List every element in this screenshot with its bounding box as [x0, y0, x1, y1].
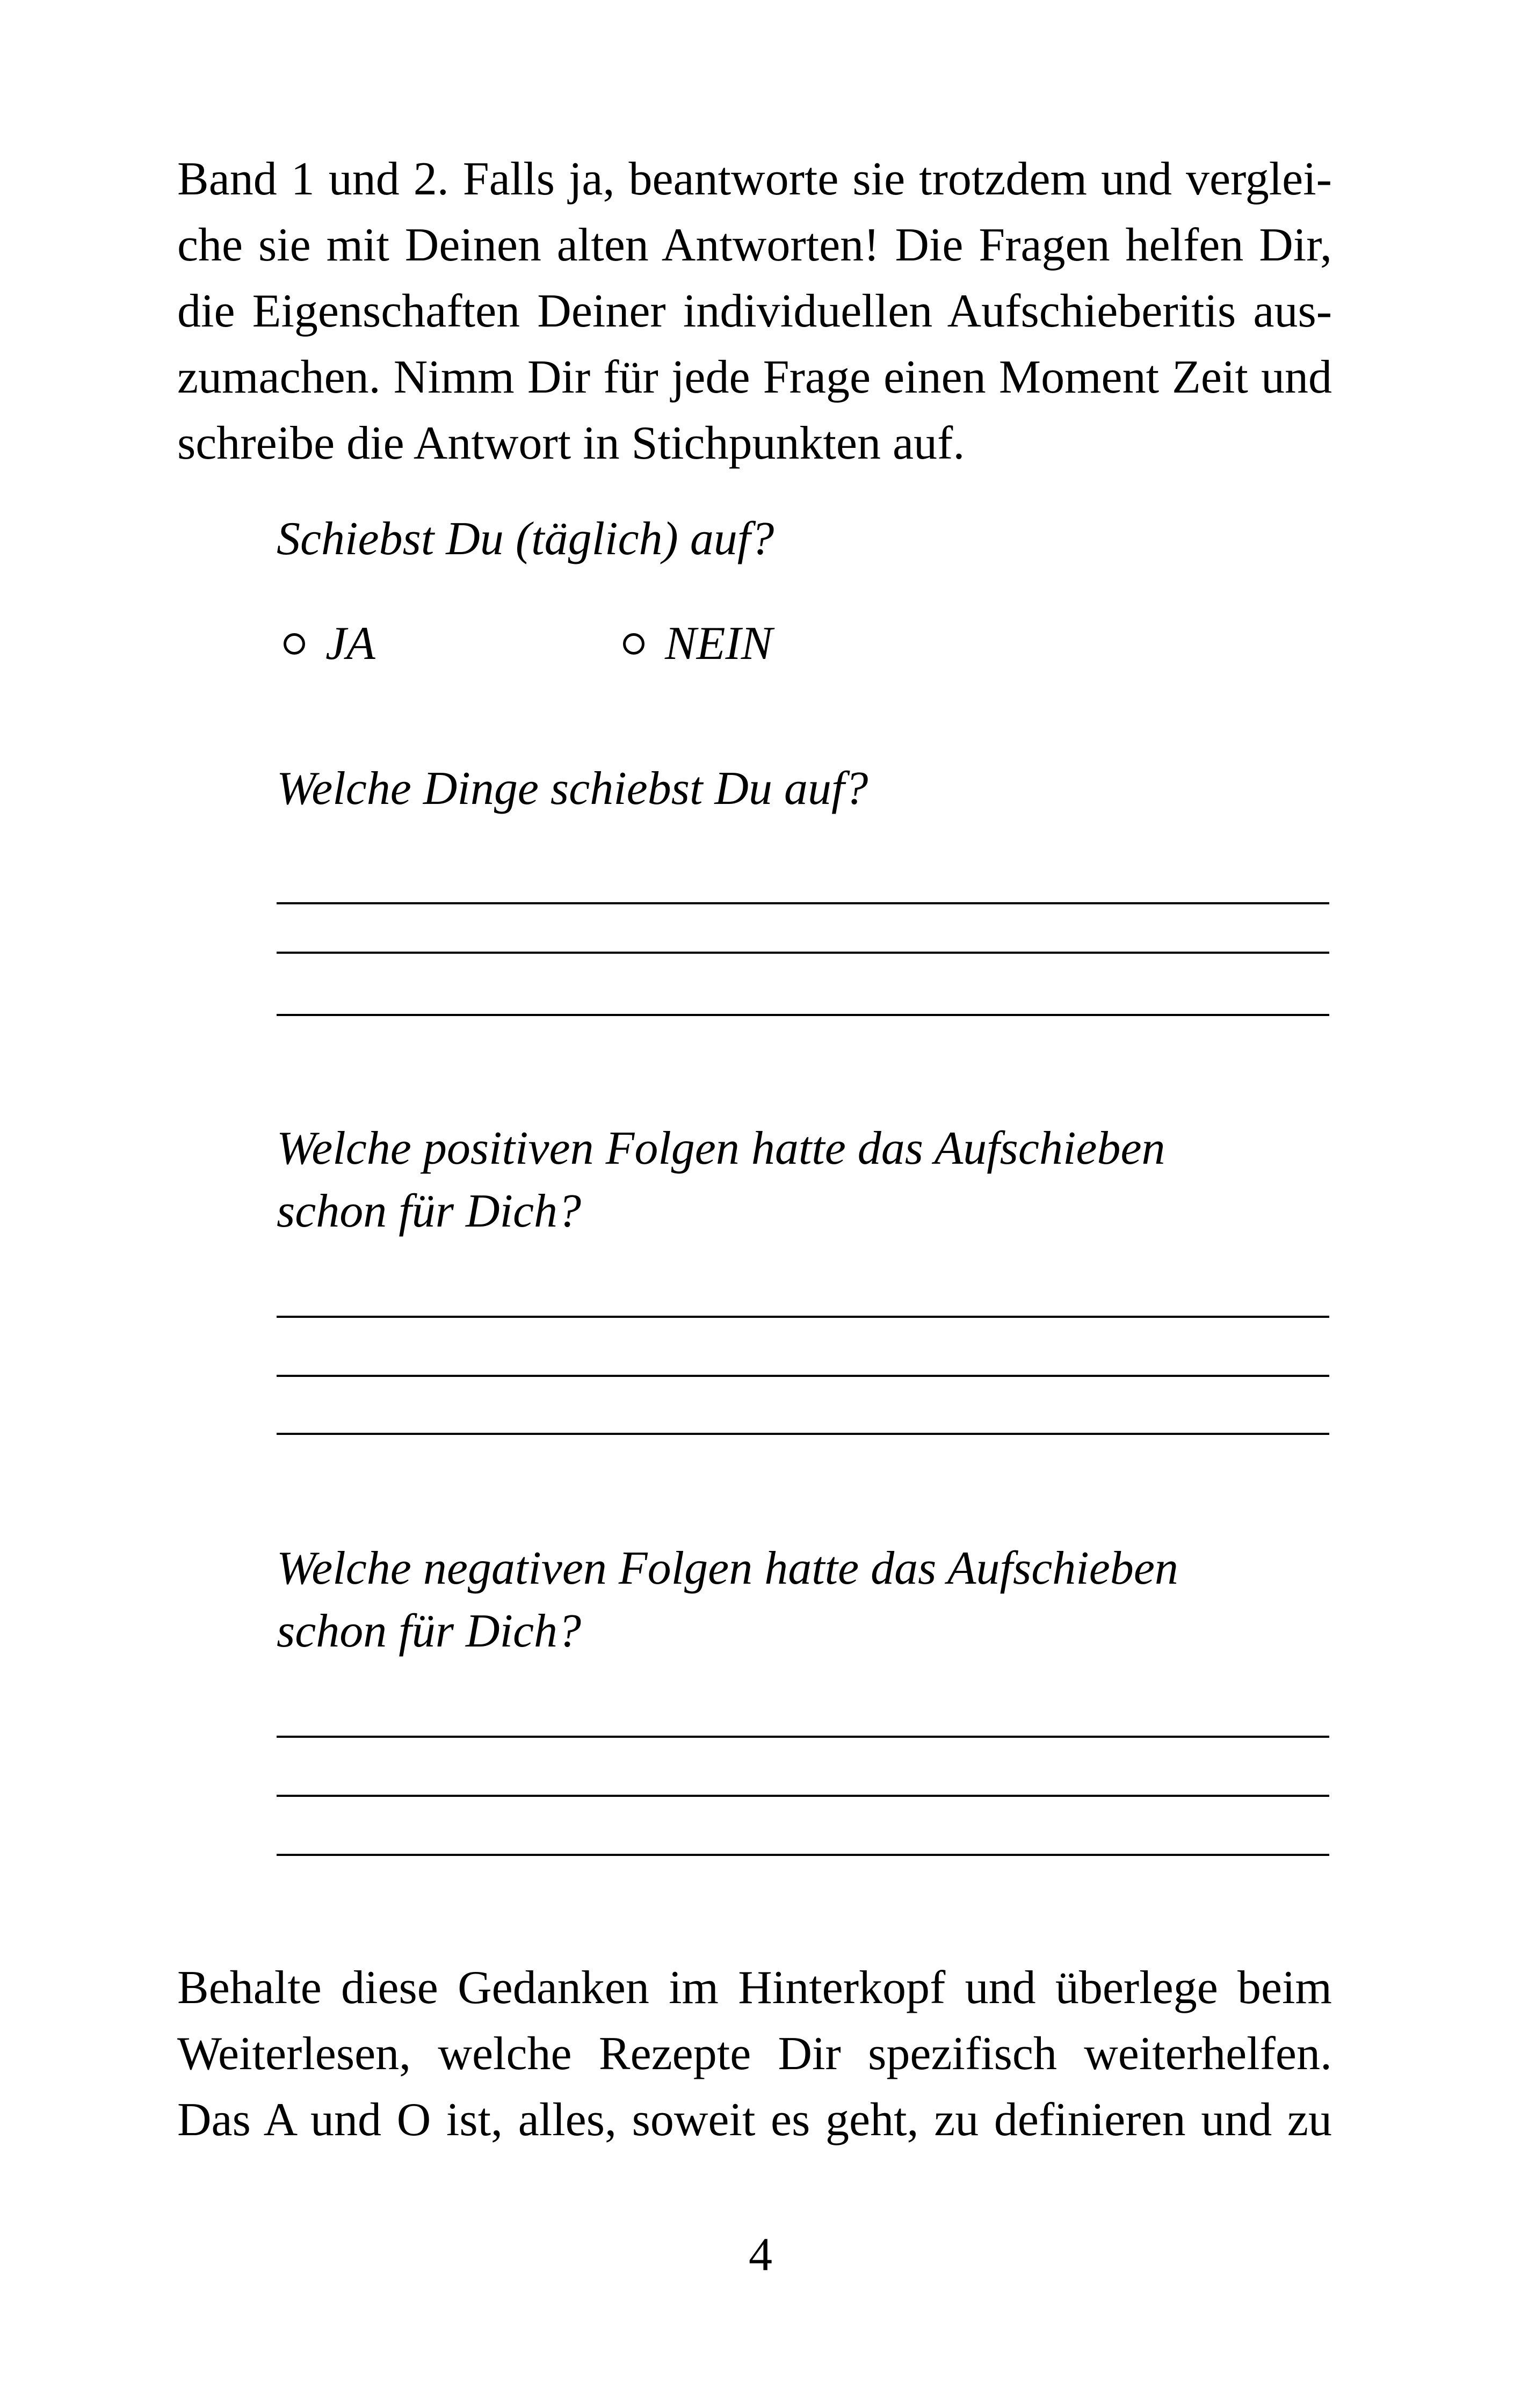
option-yes-label: JA [325, 618, 375, 670]
answer-line[interactable] [277, 1736, 1329, 1738]
answer-line[interactable] [277, 1316, 1329, 1318]
outro-line: Weiterlesen, welche Rezepte Dir spezifisch weiterhelfen. [177, 2028, 1332, 2080]
question-what-things [277, 757, 868, 820]
answer-line[interactable] [277, 1795, 1329, 1797]
radio-circle-icon[interactable] [623, 633, 644, 655]
answer-line[interactable] [277, 1375, 1329, 1377]
answer-line[interactable] [277, 1433, 1329, 1435]
outro-paragraph [177, 1955, 1332, 2153]
answer-line[interactable] [277, 1014, 1329, 1016]
intro-paragraph [177, 146, 1332, 476]
outro-line: Das A und O ist, alles, soweit es geht, zu definieren und zu [177, 2094, 1332, 2146]
question-line: Welche positiven Folgen hatte das Aufschieben [277, 1122, 1165, 1174]
option-yes[interactable] [284, 612, 375, 675]
radio-circle-icon[interactable] [284, 633, 305, 655]
question-negative-consequences [277, 1537, 1178, 1663]
question-line: Welche Dinge schiebst Du auf? [277, 763, 868, 815]
question-line: schon für Dich? [277, 1605, 582, 1657]
answer-line[interactable] [277, 902, 1329, 904]
intro-line: zumachen. Nimm Dir für jede Frage einen Moment Zeit und [177, 351, 1332, 403]
option-no[interactable] [623, 612, 772, 675]
intro-line: schreibe die Antwort in Stichpunkten auf. [177, 417, 965, 469]
answer-line[interactable] [277, 1854, 1329, 1856]
question-procrastinate-daily [277, 507, 774, 570]
intro-line: die Eigenschaften Deiner individuellen Aufschieberitis aus- [177, 285, 1332, 337]
intro-line: Band 1 und 2. Falls ja, beantworte sie trotzdem und verglei- [177, 153, 1332, 205]
question-line: Schiebst Du (täglich) auf? [277, 513, 774, 565]
outro-line: Behalte diese Gedanken im Hinterkopf und überlege beim [177, 1962, 1332, 2014]
question-line: schon für Dich? [277, 1185, 582, 1237]
option-no-label: NEIN [665, 618, 773, 670]
answer-line[interactable] [277, 952, 1329, 954]
question-line: Welche negativen Folgen hatte das Aufschieben [277, 1542, 1178, 1594]
question-positive-consequences [277, 1117, 1165, 1243]
page-number: 4 [749, 2229, 772, 2281]
intro-line: che sie mit Deinen alten Antworten! Die Fragen helfen Dir, [177, 219, 1332, 271]
